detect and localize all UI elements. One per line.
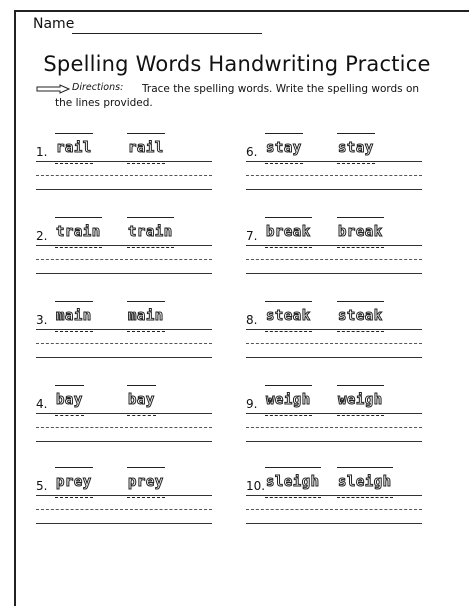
writing-line-mid[interactable] [36,175,212,176]
writing-line-top[interactable] [246,495,422,496]
writing-line-base[interactable] [246,357,422,358]
trace-word[interactable]: stay [266,140,302,156]
writing-line-top[interactable] [246,161,422,162]
page-title: Spelling Words Handwriting Practice [43,52,431,76]
writing-line-base[interactable] [246,273,422,274]
item-number: 4. [36,397,48,411]
writing-line-top[interactable] [246,413,422,414]
trace-word[interactable]: prey [128,474,164,490]
directions-label: Directions: [72,82,124,93]
item-number: 5. [36,479,48,493]
writing-line-mid[interactable] [246,427,422,428]
writing-line-base[interactable] [36,189,212,190]
writing-line-base[interactable] [246,523,422,524]
writing-line-top[interactable] [36,413,212,414]
writing-line-top[interactable] [246,329,422,330]
directions-text-continued: the lines provided. [55,97,153,109]
writing-line-mid[interactable] [246,509,422,510]
spelling-item [36,386,212,466]
trace-word[interactable]: sleigh [266,474,320,490]
trace-word[interactable]: weigh [338,392,383,408]
writing-line-base[interactable] [246,441,422,442]
item-number: 2. [36,229,48,243]
writing-line-top[interactable] [36,245,212,246]
item-number: 9. [246,397,258,411]
trace-word[interactable]: bay [128,392,155,408]
directions-text: Trace the spelling words. Write the spelling words on [142,83,420,95]
spelling-item [246,386,422,466]
trace-word[interactable]: weigh [266,392,311,408]
spelling-item [36,468,212,548]
trace-word[interactable]: break [338,224,383,240]
trace-word[interactable]: main [128,308,164,324]
spelling-item [246,134,422,214]
spelling-item [36,218,212,298]
trace-word[interactable]: break [266,224,311,240]
spelling-item [36,302,212,382]
trace-word[interactable]: prey [56,474,92,490]
spelling-item [246,302,422,382]
writing-line-mid[interactable] [36,259,212,260]
item-number: 7. [246,229,258,243]
trace-word[interactable]: steak [338,308,383,324]
trace-word[interactable]: sleigh [338,474,392,490]
item-number: 10. [246,479,266,493]
trace-word[interactable]: stay [338,140,374,156]
writing-line-mid[interactable] [36,509,212,510]
writing-line-base[interactable] [36,523,212,524]
name-line[interactable] [72,33,262,34]
trace-word[interactable]: train [128,224,173,240]
trace-word[interactable]: train [56,224,101,240]
writing-line-mid[interactable] [36,343,212,344]
writing-line-mid[interactable] [246,259,422,260]
trace-word[interactable]: steak [266,308,311,324]
writing-line-top[interactable] [246,245,422,246]
item-number: 3. [36,313,48,327]
writing-line-base[interactable] [36,357,212,358]
trace-word[interactable]: rail [56,140,92,156]
item-number: 8. [246,313,258,327]
arrow-icon [36,84,70,94]
trace-word[interactable]: main [56,308,92,324]
writing-line-base[interactable] [246,189,422,190]
trace-word[interactable]: rail [128,140,164,156]
writing-line-top[interactable] [36,329,212,330]
writing-line-base[interactable] [36,273,212,274]
item-number: 1. [36,145,48,159]
spelling-item [246,218,422,298]
writing-line-base[interactable] [36,441,212,442]
writing-line-mid[interactable] [36,427,212,428]
writing-line-mid[interactable] [246,175,422,176]
item-number: 6. [246,145,258,159]
spelling-item [36,134,212,214]
name-label: Name [33,16,75,32]
writing-line-top[interactable] [36,161,212,162]
spelling-item [246,468,422,548]
trace-word[interactable]: bay [56,392,83,408]
writing-line-mid[interactable] [246,343,422,344]
writing-line-top[interactable] [36,495,212,496]
